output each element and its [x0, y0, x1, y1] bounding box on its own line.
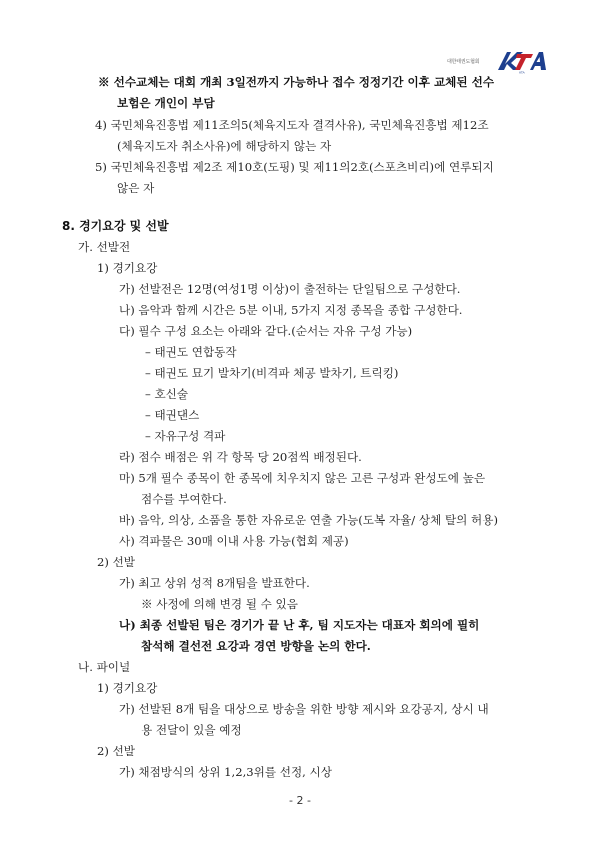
text-line: 2) 선발 [97, 744, 135, 758]
text-line: 라) 점수 배점은 위 각 항목 당 20점씩 배정된다. [119, 450, 362, 464]
text-line: 다) 필수 구성 요소는 아래와 같다.(순서는 자유 구성 가능) [119, 324, 413, 338]
text-line: – 자유구성 격파 [145, 429, 226, 443]
section-heading: 8. 경기요강 및 선발 [62, 219, 169, 233]
text-line: 가) 최고 상위 성적 8개팀을 발표한다. [119, 576, 310, 590]
text-line: 바) 음악, 의상, 소품을 통한 자유로운 연출 가능(도복 자율/ 상체 탈의 허용) [119, 513, 498, 527]
text-line: 5) 국민체육진흥법 제2조 제10호(도핑) 및 제11의2호(스포츠비리)에 연루되지 [95, 160, 494, 174]
text-line: ※ 사정에 의해 변경 될 수 있음 [141, 597, 298, 611]
text-line: 가) 선발전은 12명(여성1명 이상)이 출전하는 단일팀으로 구성한다. [119, 282, 461, 296]
page-number: - 2 - [289, 794, 311, 807]
text-line: – 태권댄스 [145, 408, 200, 422]
text-line: 않은 자 [117, 181, 155, 195]
text-line: – 태권도 묘기 발차기(비격파 체공 발차기, 트릭킹) [145, 366, 399, 380]
text-line: 1) 경기요강 [97, 261, 158, 275]
text-line: 2) 선발 [97, 555, 135, 569]
text-line: 보험은 개인이 부담 [117, 96, 215, 110]
text-line: 가. 선발전 [78, 240, 131, 254]
text-line: 4) 국민체육진흥법 제11조의5(체육지도자 결격사유), 국민체육진흥법 제12조 [95, 118, 489, 132]
text-line: ※ 선수교체는 대회 개최 3일전까지 가능하나 접수 정정기간 이후 교체된 선수 [98, 75, 495, 89]
text-line: 나. 파이널 [78, 660, 131, 674]
text-line: 가) 선발된 8개 팀을 대상으로 방송을 위한 방향 제시와 요강공지, 상시 내 [119, 702, 489, 716]
text-line: – 태권도 연합동작 [145, 345, 237, 359]
org-name: 대한태권도협회 [447, 59, 480, 65]
header-logo [447, 48, 547, 76]
text-line: 사) 격파물은 30매 이내 사용 가능(협회 제공) [119, 534, 349, 548]
text-line: 나) 최종 선발된 팀은 경기가 끝 난 후, 팀 지도자는 대표자 회의에 필히 [119, 618, 480, 632]
text-line: 점수를 부여한다. [141, 492, 227, 506]
text-line: – 호신술 [145, 387, 189, 401]
text-line: 1) 경기요강 [97, 681, 158, 695]
text-line: 용 전달이 있을 예정 [141, 723, 242, 737]
text-line: 나) 음악과 함께 시간은 5분 이내, 5가지 지정 종목을 종합 구성한다. [119, 303, 463, 317]
text-line: 가) 채점방식의 상위 1,2,3위를 선정, 시상 [119, 765, 332, 779]
text-line: 마) 5개 필수 종목이 한 종목에 치우치지 않은 고른 구성과 완성도에 높은 [119, 471, 486, 485]
text-line: (체육지도자 취소사유)에 해당하지 않는 자 [117, 139, 332, 153]
text-line: 참석해 결선전 요강과 경연 방향을 논의 한다. [141, 639, 371, 653]
kta-logo-icon [497, 48, 547, 74]
svg-text:KTA: KTA [519, 70, 525, 74]
